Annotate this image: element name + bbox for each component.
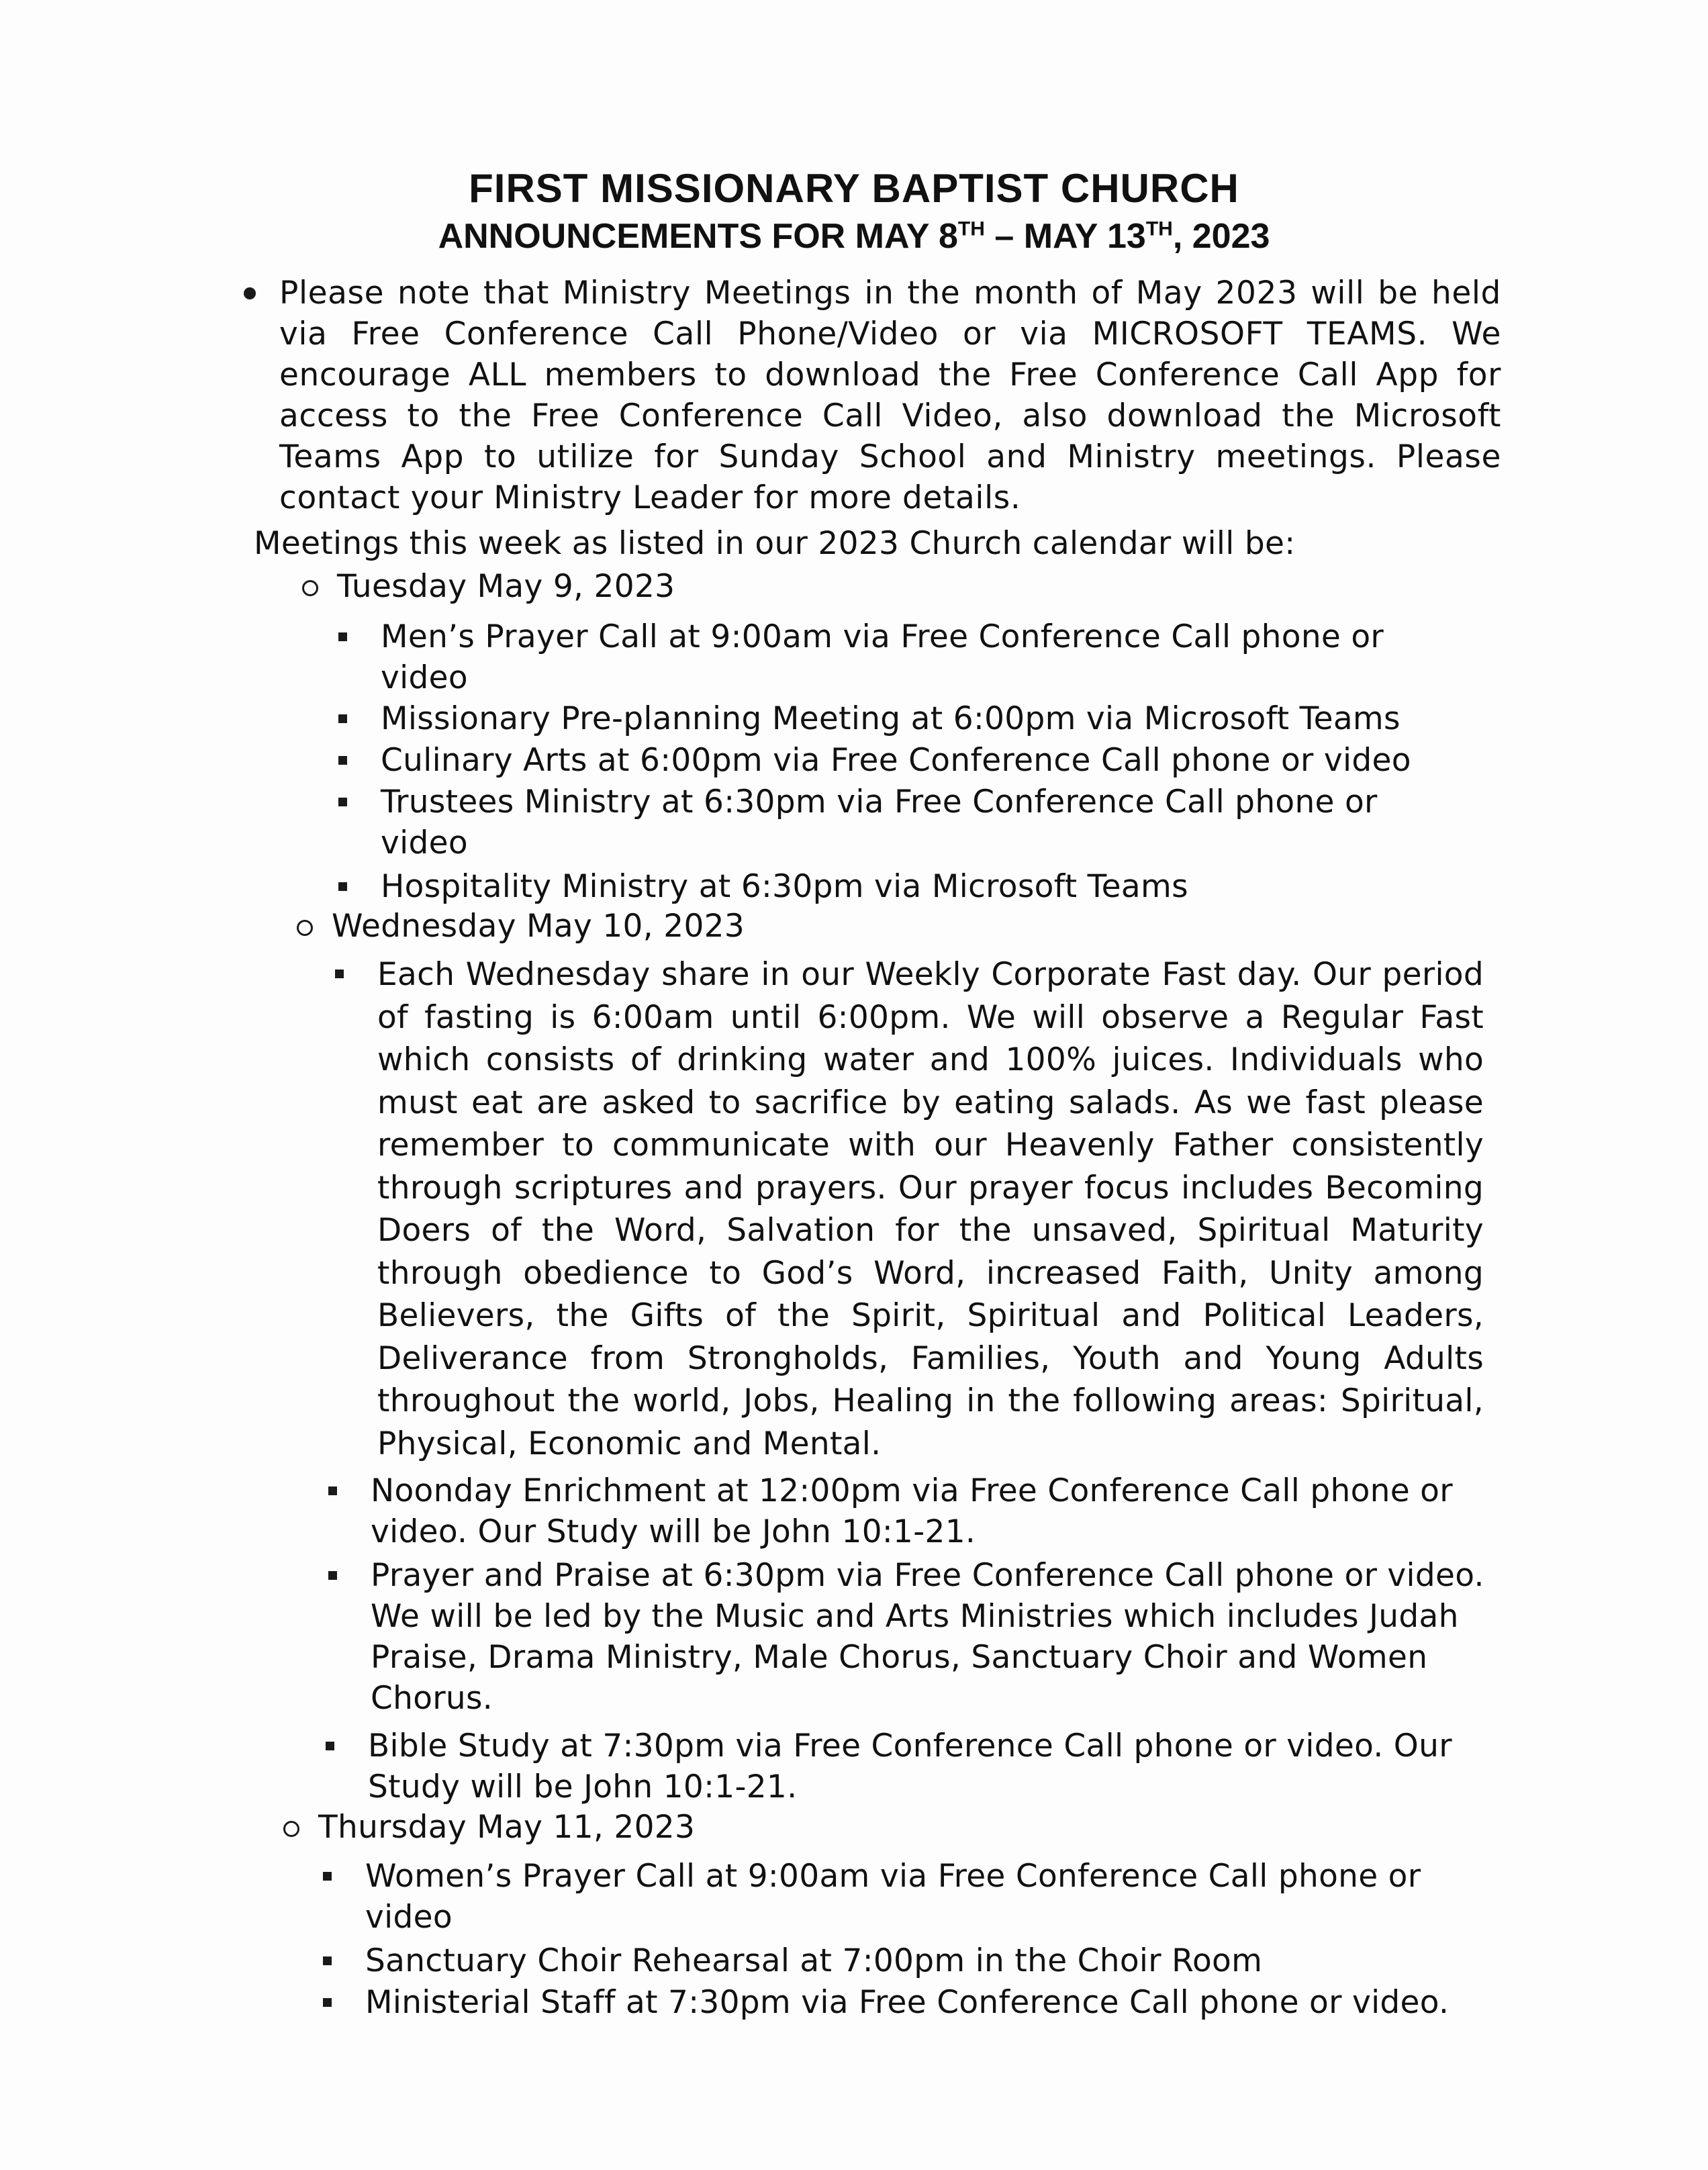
list-item-text: Sanctuary Choir Rehearsal at 7:00pm in the Choir Room (365, 1942, 1263, 1979)
square-bullet-icon (326, 1742, 334, 1750)
list-item-text: Prayer and Praise at 6:30pm via Free Conference Call phone or video. We will be led by the Music and Arts Ministries which includes Judah Praise, Drama Ministry, Male Chorus, Sanctuary Choir and Women Chorus. (371, 1557, 1484, 1717)
subtitle-text-1: ANNOUNCEMENTS FOR MAY 8 (438, 217, 958, 256)
day-heading-wednesday (332, 908, 745, 945)
list-item-text: Missionary Pre-planning Meeting at 6:00pm via Microsoft Teams (381, 700, 1401, 737)
circle-bullet-icon (302, 580, 318, 596)
list-item-text: Trustees Ministry at 6:30pm via Free Conference Call phone or video (381, 784, 1378, 861)
list-item-text: Culinary Arts at 6:00pm via Free Conference Call phone or video (381, 742, 1411, 779)
subtitle-text-2: – MAY 13 (984, 217, 1146, 256)
list-item (381, 866, 1522, 907)
list-item (368, 1726, 1503, 1807)
document-title: FIRST MISSIONARY BAPTIST CHURCH (469, 166, 1239, 211)
day-heading-thursday (318, 1809, 695, 1846)
square-bullet-icon (323, 1872, 332, 1881)
list-item-text: Ministerial Staff at 7:30pm via Free Conference Call phone or video. (365, 1984, 1450, 2021)
list-item-text: Bible Study at 7:30pm via Free Conference Call phone or video. Our Study will be John 10:1-21. (368, 1728, 1452, 1805)
meetings-lead-text: Meetings this week as listed in our 2023 Church calendar will be: (254, 525, 1296, 562)
list-item (381, 698, 1522, 739)
square-bullet-icon (338, 882, 347, 891)
intro-text: Please note that Ministry Meetings in the month of May 2023 will be held via Free Conference Call Phone/Video or via MICROSOFT TEAMS. We encourage ALL members to download the Free Conference Call App for access to the Free Conference Call Video, also download the Microsoft Teams App to utilize for Sunday School and Ministry meetings. Please contact your Ministry Leader for more details. (279, 275, 1501, 516)
circle-bullet-icon (283, 1821, 299, 1837)
list-item (365, 1982, 1473, 2023)
square-bullet-icon (323, 1998, 332, 2007)
list-item (381, 782, 1441, 863)
subtitle-sup-2: TH (1145, 218, 1173, 240)
square-bullet-icon (338, 714, 347, 723)
list-item (381, 740, 1522, 781)
day-heading-tuesday (337, 568, 675, 605)
square-bullet-icon (338, 632, 347, 641)
square-bullet-icon (328, 1487, 337, 1495)
day-label: Thursday May 11, 2023 (318, 1809, 696, 1846)
list-item (365, 1940, 1500, 1981)
list-item (371, 1555, 1485, 1719)
square-bullet-icon (323, 1956, 332, 1965)
square-bullet-icon (335, 970, 344, 978)
list-item-text: Hospitality Ministry at 6:30pm via Microsoft Teams (381, 868, 1188, 905)
list-item-text: Men’s Prayer Call at 9:00am via Free Conference Call phone or video (381, 618, 1384, 696)
list-item (381, 616, 1441, 698)
day-label: Wednesday May 10, 2023 (332, 908, 745, 945)
bullet-dot-icon (244, 287, 256, 299)
list-item (371, 1470, 1485, 1552)
list-item-text: Each Wednesday share in our Weekly Corporate Fast day. Our period of fasting is 6:00am until 6:00pm. We will observe a Regular Fast which consists of drinking water and 100% juices. Individuals who must eat are asked to sacrifice by eating salads. As we fast please remember to communicate with our Heavenly Father consistently through scriptures and prayers. Our prayer focus includes Becoming Doers of the Word, Salvation for the unsaved, Spiritual Maturity through obedience to God’s Word, increased Faith, Unity among Believers, the Gifts of the Spirit, Spiritual and Political Leaders, Deliverance from Strongholds, Families, Youth and Young Adults throughout the world, Jobs, Healing in the following areas: Spiritual, Physical, Economic and Mental. (377, 956, 1484, 1462)
square-bullet-icon (338, 798, 347, 806)
day-label: Tuesday May 9, 2023 (337, 568, 675, 605)
subtitle-sup-1: TH (957, 218, 985, 240)
subtitle-text-3: , 2023 (1172, 217, 1270, 256)
square-bullet-icon (338, 756, 347, 765)
list-item (377, 953, 1484, 1465)
list-item-text: Noonday Enrichment at 12:00pm via Free Conference Call phone or video. Our Study will be John 10:1-21. (371, 1472, 1453, 1550)
square-bullet-icon (328, 1571, 337, 1580)
list-item (365, 1856, 1426, 1938)
document-subtitle (0, 216, 1708, 256)
list-item-text: Women’s Prayer Call at 9:00am via Free Conference Call phone or video (365, 1858, 1421, 1936)
circle-bullet-icon (297, 920, 313, 936)
